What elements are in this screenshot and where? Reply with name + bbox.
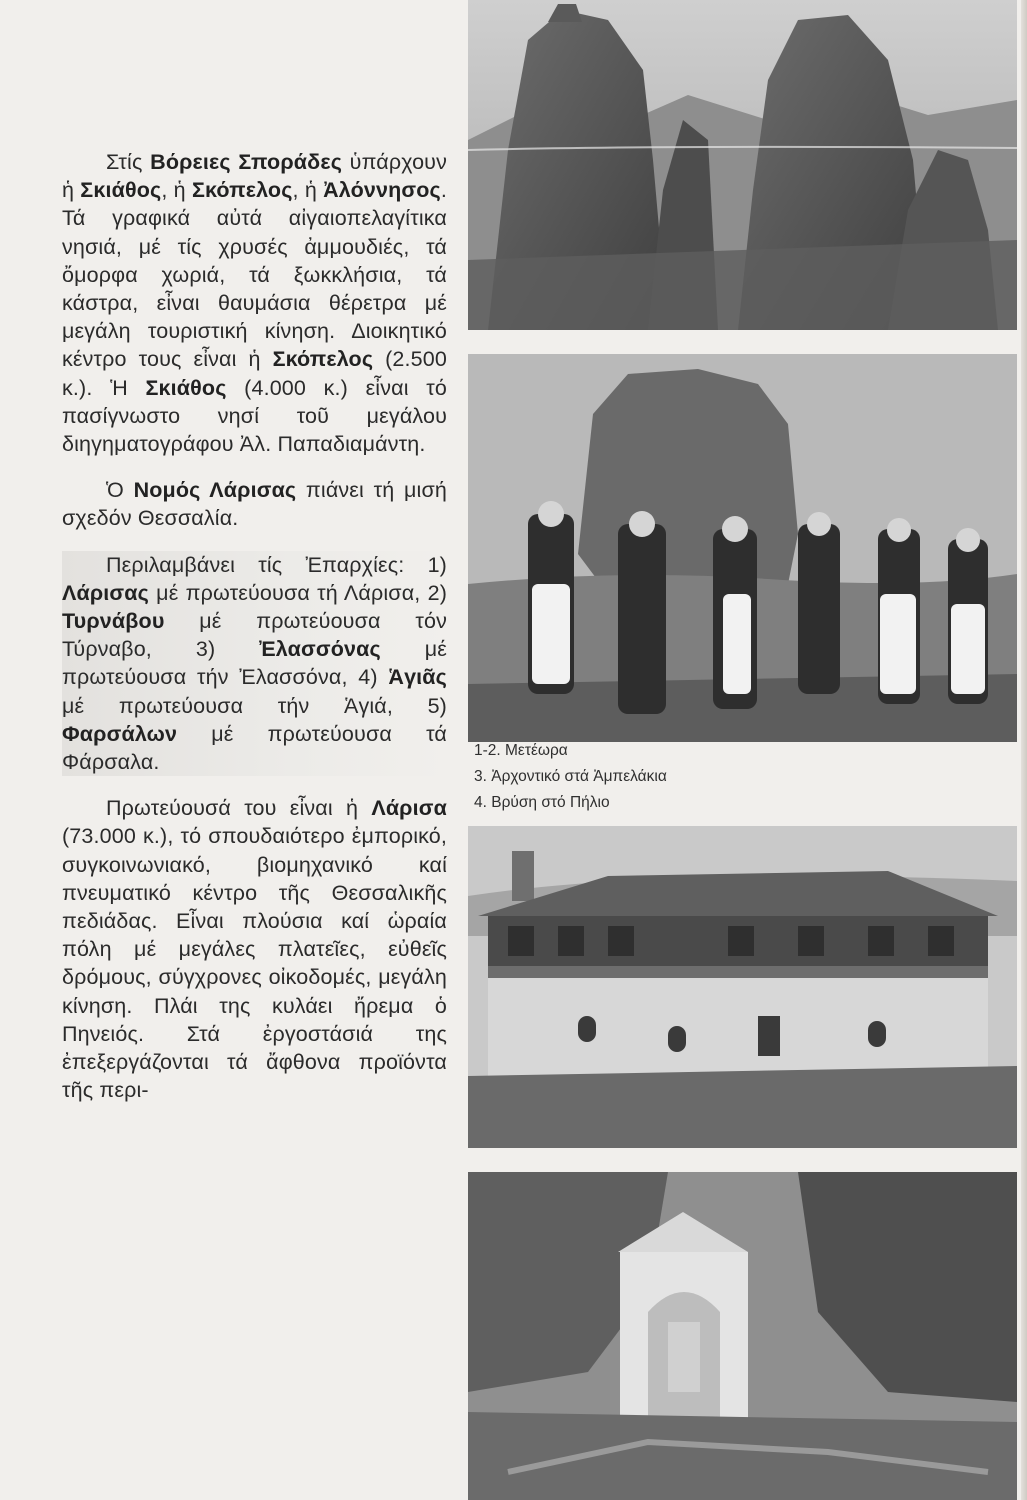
term-skiathos-2: Σκιάθος: [145, 375, 227, 400]
term-larisa: Λάρισα: [371, 796, 447, 821]
term-agias: Ἁγιᾶς: [388, 665, 447, 690]
term-farsalon: Φαρσάλων: [62, 721, 178, 746]
term-nomos-larisas: Νομός Λάρισας: [133, 478, 297, 503]
page-edge: [1021, 0, 1027, 1500]
text-run: ὑπάρχουν ἡ: [62, 150, 447, 203]
text-run: μέ πρωτεύουσα τήν Ἁγιά, 5): [62, 693, 447, 718]
text-run: Στίς: [106, 150, 151, 174]
term-voreies-sporades: Βόρειες Σποράδες: [150, 150, 343, 174]
photo-folk-dancers: [468, 354, 1017, 742]
text-run: Ὁ: [106, 478, 134, 503]
text-run: (73.000 κ.), τό σπουδαιότερο ἐμπορικό, συγκοινωνιακό, βιομηχανικό καί πνευματικό κέντρο τῆς Θεσσαλικῆς πεδιάδας. Εἶναι πλούσια καί ὡραία πόλη μέ μεγάλες πλατεῖες, εὐθεῖς δρόμους, σύγχρονες οἰκοδομές, μεγάλη κίνηση. Πλάι της κυλάει ἤρεμα ὁ Πηνειός. Στά ἐργοστάσιά της ἐπεξεργάζονται τά ἄφθονα προϊόντα τῆς περι-: [62, 824, 447, 1103]
caption-meteora: 1-2. Μετέωρα: [474, 742, 568, 759]
caption-vrysi: 4. Βρύση στό Πήλιο: [474, 794, 610, 811]
term-tyrnavou: Τυρνάβου: [62, 609, 165, 634]
paragraph-nomos-larisas: [62, 476, 447, 532]
term-skopelos-2: Σκόπελος: [272, 347, 374, 372]
paragraph-sporades: [62, 148, 447, 458]
term-larisas: Λάρισας: [62, 580, 149, 605]
text-column: [62, 148, 447, 1123]
photo-meteora-rocks: [468, 0, 1017, 330]
photo-mansion-ampelakia: [468, 826, 1017, 1148]
paragraph-larisa-city: [62, 794, 447, 1104]
photo-captions: [474, 738, 894, 816]
text-run: μέ πρωτεύουσα τή Λάρισα, 2): [149, 580, 447, 605]
text-run: (4.000 κ.) εἶναι τό πασίγνωστο νησί τοῦ μεγάλου διηγηματογράφου Ἀλ. Παπαδιαμάντη.: [62, 375, 448, 457]
photo-fountain-pelion: [468, 1172, 1017, 1500]
text-run: Πρωτεύουσά του εἶναι ἡ: [106, 796, 372, 821]
term-alonnisos: Ἀλόννησος: [323, 178, 441, 203]
text-run: Περιλαμβάνει τίς Ἐπαρχίες: 1): [106, 552, 447, 577]
term-skopelos: Σκόπελος: [191, 178, 293, 203]
text-run: πιάνει τή μισή σχεδόν Θεσσαλία.: [62, 478, 447, 531]
paragraph-eparchies: [62, 551, 447, 777]
text-run: , ἡ: [161, 178, 192, 203]
text-run: , ἡ: [292, 178, 324, 203]
text-run: (2.500 κ.). Ἡ: [62, 347, 447, 400]
term-skiathos: Σκιάθος: [80, 178, 162, 203]
caption-archontiko: 3. Ἀρχοντικό στά Ἀμπελάκια: [474, 768, 667, 785]
text-run: μέ πρωτεύουσα τήν Ἐλασσόνα, 4): [62, 637, 447, 690]
text-run: μέ πρωτεύουσα τόν Τύρναβο, 3): [62, 609, 447, 662]
text-run: . Τά γραφικά αὐτά αἰγαιοπελαγίτικα νησιά, μέ τίς χρυσές ἀμμουδιές, τά ὄμορφα χωριά, τά ξωκκλήσια, τά κάστρα, εἶναι θαυμάσια θέρετρα μέ μεγάλη τουριστική κίνηση. Διοικητικό κέντρο τους εἶναι ἡ: [62, 178, 448, 372]
text-run: μέ πρωτεύουσα τά Φάρσαλα.: [62, 721, 447, 775]
term-elassonas: Ἐλασσόνας: [259, 637, 381, 662]
